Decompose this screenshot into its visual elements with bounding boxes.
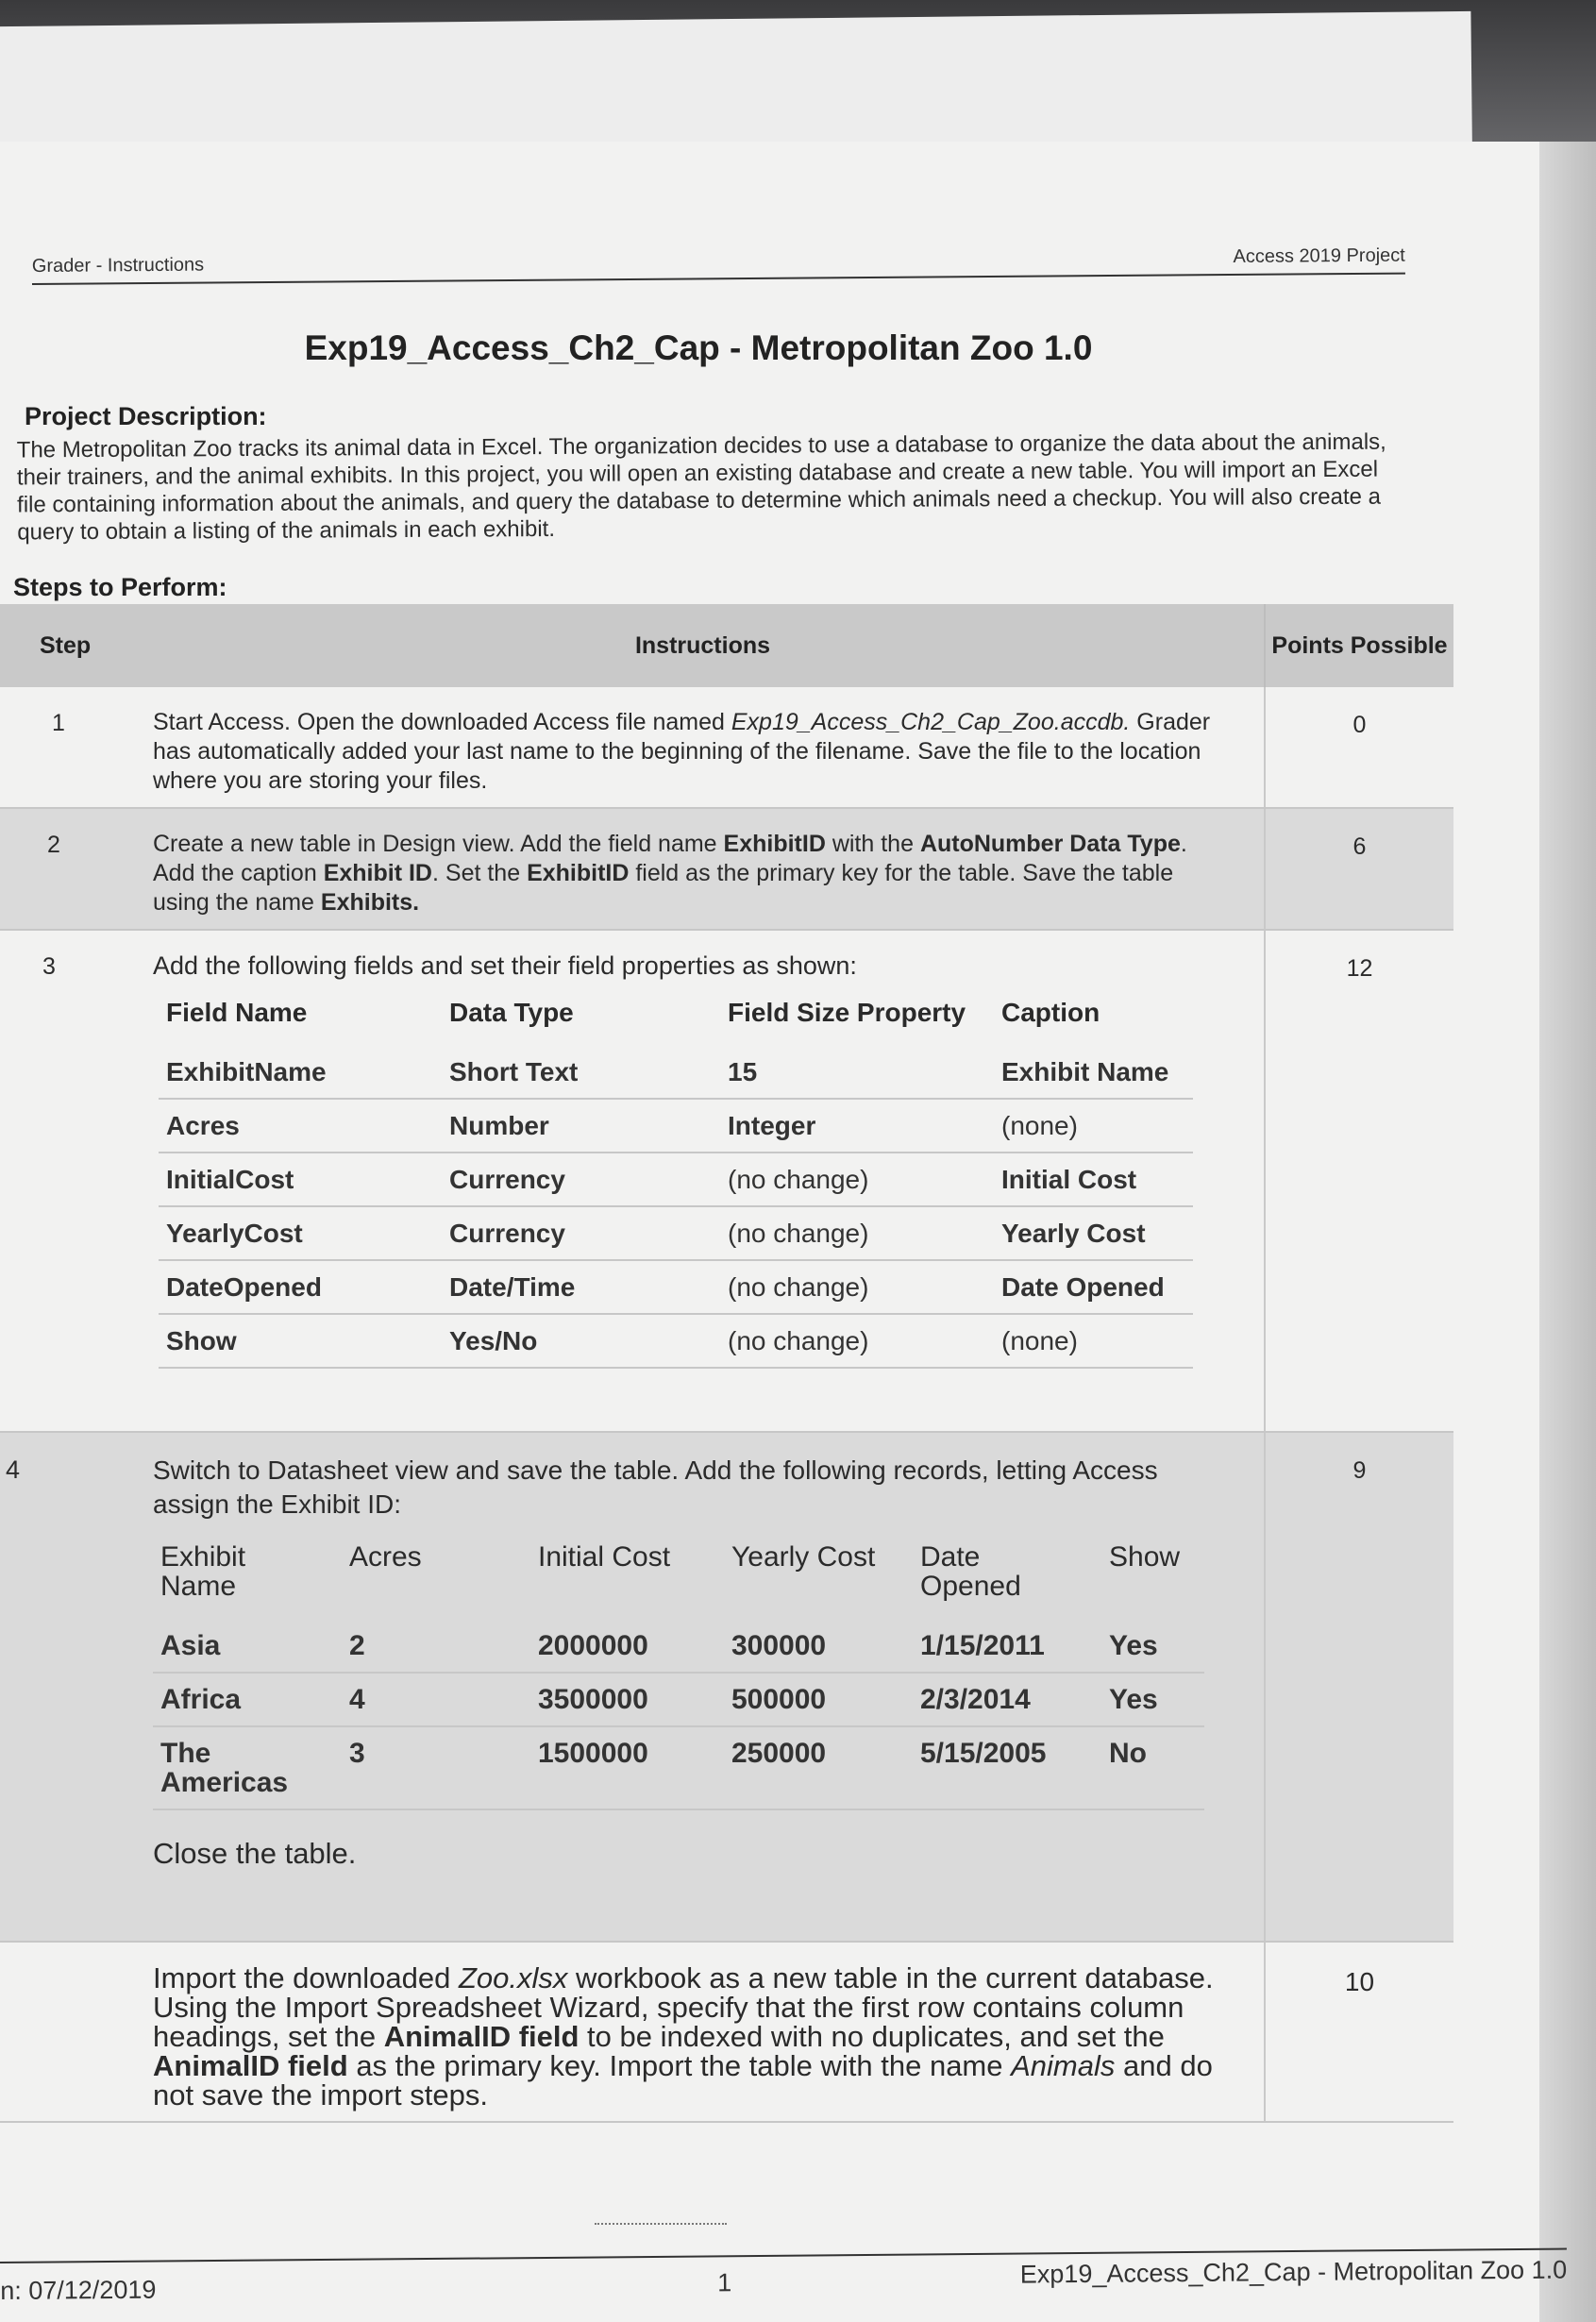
step-text: field as the primary key for the table. Save the table using the name — [153, 860, 1174, 916]
step-instructions — [142, 930, 1265, 1432]
cell: 2000000 — [530, 1620, 724, 1673]
col-exhibit-name: Exhibit Name — [160, 1541, 246, 1602]
cell: 250000 — [724, 1726, 913, 1809]
cell: Currency — [442, 1206, 720, 1260]
cell: 300000 — [724, 1620, 913, 1673]
cell: 3 — [342, 1726, 530, 1809]
cell: InitialCost — [159, 1153, 442, 1206]
col-show: Show — [1109, 1541, 1181, 1573]
step-number: 1 — [0, 687, 142, 808]
step-instructions — [142, 1432, 1265, 1942]
step-points: 12 — [1265, 930, 1453, 1432]
table-row — [153, 1620, 1204, 1673]
cell: The Americas — [153, 1726, 342, 1809]
table-row — [159, 1260, 1193, 1314]
header-right-label: Access 2019 Project — [1233, 244, 1405, 268]
cell: Africa — [153, 1673, 342, 1726]
cell: 1/15/2011 — [913, 1620, 1101, 1673]
step-row-1 — [0, 687, 1453, 808]
col-data-type: Data Type — [449, 998, 574, 1027]
step-row-3 — [0, 930, 1453, 1432]
footer-title: Exp19_Access_Ch2_Cap - Metropolitan Zoo 1.0 — [1019, 2255, 1568, 2289]
field-properties-header — [159, 998, 1193, 1046]
step-text: to be indexed with no duplicates, and set the — [579, 2020, 1165, 2053]
cell: (no change) — [720, 1153, 994, 1206]
points-column-header: Points Possible — [1265, 604, 1453, 687]
cell: 2 — [342, 1620, 530, 1673]
cell: Yes — [1101, 1673, 1204, 1726]
cell: YearlyCost — [159, 1206, 442, 1260]
cell: Yearly Cost — [994, 1206, 1193, 1260]
cell: Show — [159, 1314, 442, 1368]
step-number — [0, 1942, 142, 2122]
step-bold-text: ExhibitID — [723, 831, 826, 857]
step-points: 0 — [1265, 687, 1453, 808]
step-bold-text: AnimalID field — [153, 2049, 348, 2082]
cell: 15 — [720, 1046, 994, 1099]
steps-table-header — [0, 604, 1453, 687]
col-field-name: Field Name — [166, 998, 308, 1027]
step-instructions — [142, 808, 1265, 930]
step-row-4 — [0, 1432, 1453, 1942]
cell: 2/3/2014 — [913, 1673, 1101, 1726]
cell: Exhibit Name — [994, 1046, 1193, 1099]
col-acres: Acres — [349, 1541, 422, 1573]
step-bold-text: AnimalID field — [383, 2020, 580, 2053]
step-text: . Set the — [432, 860, 528, 886]
cell: Initial Cost — [994, 1153, 1193, 1206]
table-row — [159, 1206, 1193, 1260]
step-instructions — [142, 1942, 1265, 2122]
instructions-column-header: Instructions — [142, 604, 1265, 687]
steps-table — [0, 604, 1453, 2123]
cell: Acres — [159, 1099, 442, 1153]
cell: Yes/No — [442, 1314, 720, 1368]
table-name: Animals — [1011, 2049, 1116, 2082]
step-text: Create a new table in Design view. Add the field name — [153, 831, 724, 857]
col-yearly-cost: Yearly Cost — [731, 1541, 876, 1573]
document-title: Exp19_Access_Ch2_Cap - Metropolitan Zoo 1.0 — [304, 328, 1093, 367]
cell: (no change) — [720, 1314, 994, 1368]
step-text: Grader has automatically added your last name to the beginning of the filename. Save the file to the location where you are storing your files. — [153, 709, 1211, 794]
cell: 1500000 — [530, 1726, 724, 1809]
footer-page-number: 1 — [717, 2268, 732, 2297]
step-row-2 — [0, 808, 1453, 930]
step-number: 3 — [0, 930, 142, 1432]
col-caption: Caption — [1001, 998, 1100, 1027]
file-name: Exp19_Access_Ch2_Cap_Zoo.accdb. — [731, 709, 1131, 735]
step-intro: Add the following fields and set their field properties as shown: — [153, 951, 857, 980]
steps-label: Steps to Perform: — [13, 573, 227, 601]
cell: Asia — [153, 1620, 342, 1673]
cell: 4 — [342, 1673, 530, 1726]
col-field-size: Field Size Property — [728, 998, 966, 1027]
step-text: . Add the caption — [153, 831, 1187, 886]
records-table — [153, 1542, 1204, 1810]
cell: Date/Time — [442, 1260, 720, 1314]
table-row — [159, 1153, 1193, 1206]
table-row — [153, 1726, 1204, 1809]
step-bold-text: ExhibitID — [527, 860, 630, 886]
table-row — [159, 1046, 1193, 1099]
step-bold-text: Exhibit ID — [323, 860, 432, 886]
step-number: 2 — [0, 808, 142, 930]
step-text: Start Access. Open the downloaded Access file named — [153, 709, 731, 735]
step-text: Import the downloaded — [153, 1961, 459, 1994]
step-bold-text: AutoNumber Data Type — [919, 831, 1181, 857]
step-row-5 — [0, 1942, 1453, 2122]
step-text: as the primary key. Import the table with the name — [347, 2049, 1012, 2082]
cell: 500000 — [724, 1673, 913, 1726]
page-edge-shadow — [1539, 142, 1596, 2322]
close-table-instruction: Close the table. — [153, 1837, 357, 1870]
cell: Date Opened — [994, 1260, 1193, 1314]
cell: No — [1101, 1726, 1204, 1809]
cell: (none) — [994, 1314, 1193, 1368]
step-bold-text: Exhibits. — [320, 889, 420, 916]
cell: Number — [442, 1099, 720, 1153]
project-description-label: Project Description: — [25, 402, 267, 430]
cell: Short Text — [442, 1046, 720, 1099]
col-initial-cost: Initial Cost — [538, 1541, 671, 1573]
file-name: Zoo.xlsx — [459, 1961, 568, 1994]
cell: Currency — [442, 1153, 720, 1206]
cell: (none) — [994, 1099, 1193, 1153]
step-intro: Switch to Datasheet view and save the table. Add the following records, letting Access assign the Exhibit ID: — [153, 1455, 1158, 1519]
records-header — [153, 1542, 1204, 1620]
cell: DateOpened — [159, 1260, 442, 1314]
col-date-opened: Date Opened — [920, 1541, 1021, 1602]
project-description-text: The Metropolitan Zoo tracks its animal data in Excel. The organization decides to use a database to organize the data about the animals, their trainers, and the animal exhibits. In this project, you will open an existing database and create a new table. You will import an Excel file containing information about the animals, and query the database to determine which animals need a checkup. You will also create a query to obtain a listing of the animals in each exhibit. — [16, 429, 1386, 546]
step-text: with the — [825, 831, 920, 857]
cell: (no change) — [720, 1206, 994, 1260]
table-row — [153, 1673, 1204, 1726]
step-points: 10 — [1265, 1942, 1453, 2122]
step-points: 6 — [1265, 808, 1453, 930]
table-row — [159, 1099, 1193, 1153]
cell: ExhibitName — [159, 1046, 442, 1099]
step-text: workbook as a new table in the current database. Using the Import Spreadsheet Wizard, specify that the first row contains column headings, set the — [153, 1961, 1214, 2053]
cell: 5/15/2005 — [913, 1726, 1101, 1809]
step-number: 4 — [0, 1432, 142, 1942]
table-row — [159, 1314, 1193, 1368]
cell: (no change) — [720, 1260, 994, 1314]
step-column-header: Step — [0, 604, 142, 687]
cell: Yes — [1101, 1620, 1204, 1673]
field-properties-table — [159, 998, 1193, 1369]
header-left-label: Grader - Instructions — [31, 254, 205, 278]
smudge-mark — [595, 2223, 727, 2230]
step-points: 9 — [1265, 1432, 1453, 1942]
footer-date: n: 07/12/2019 — [0, 2275, 157, 2305]
cell: 3500000 — [530, 1673, 724, 1726]
step-text: and do not save the import steps. — [153, 2049, 1213, 2112]
cell: Integer — [720, 1099, 994, 1153]
step-instructions — [142, 687, 1265, 808]
